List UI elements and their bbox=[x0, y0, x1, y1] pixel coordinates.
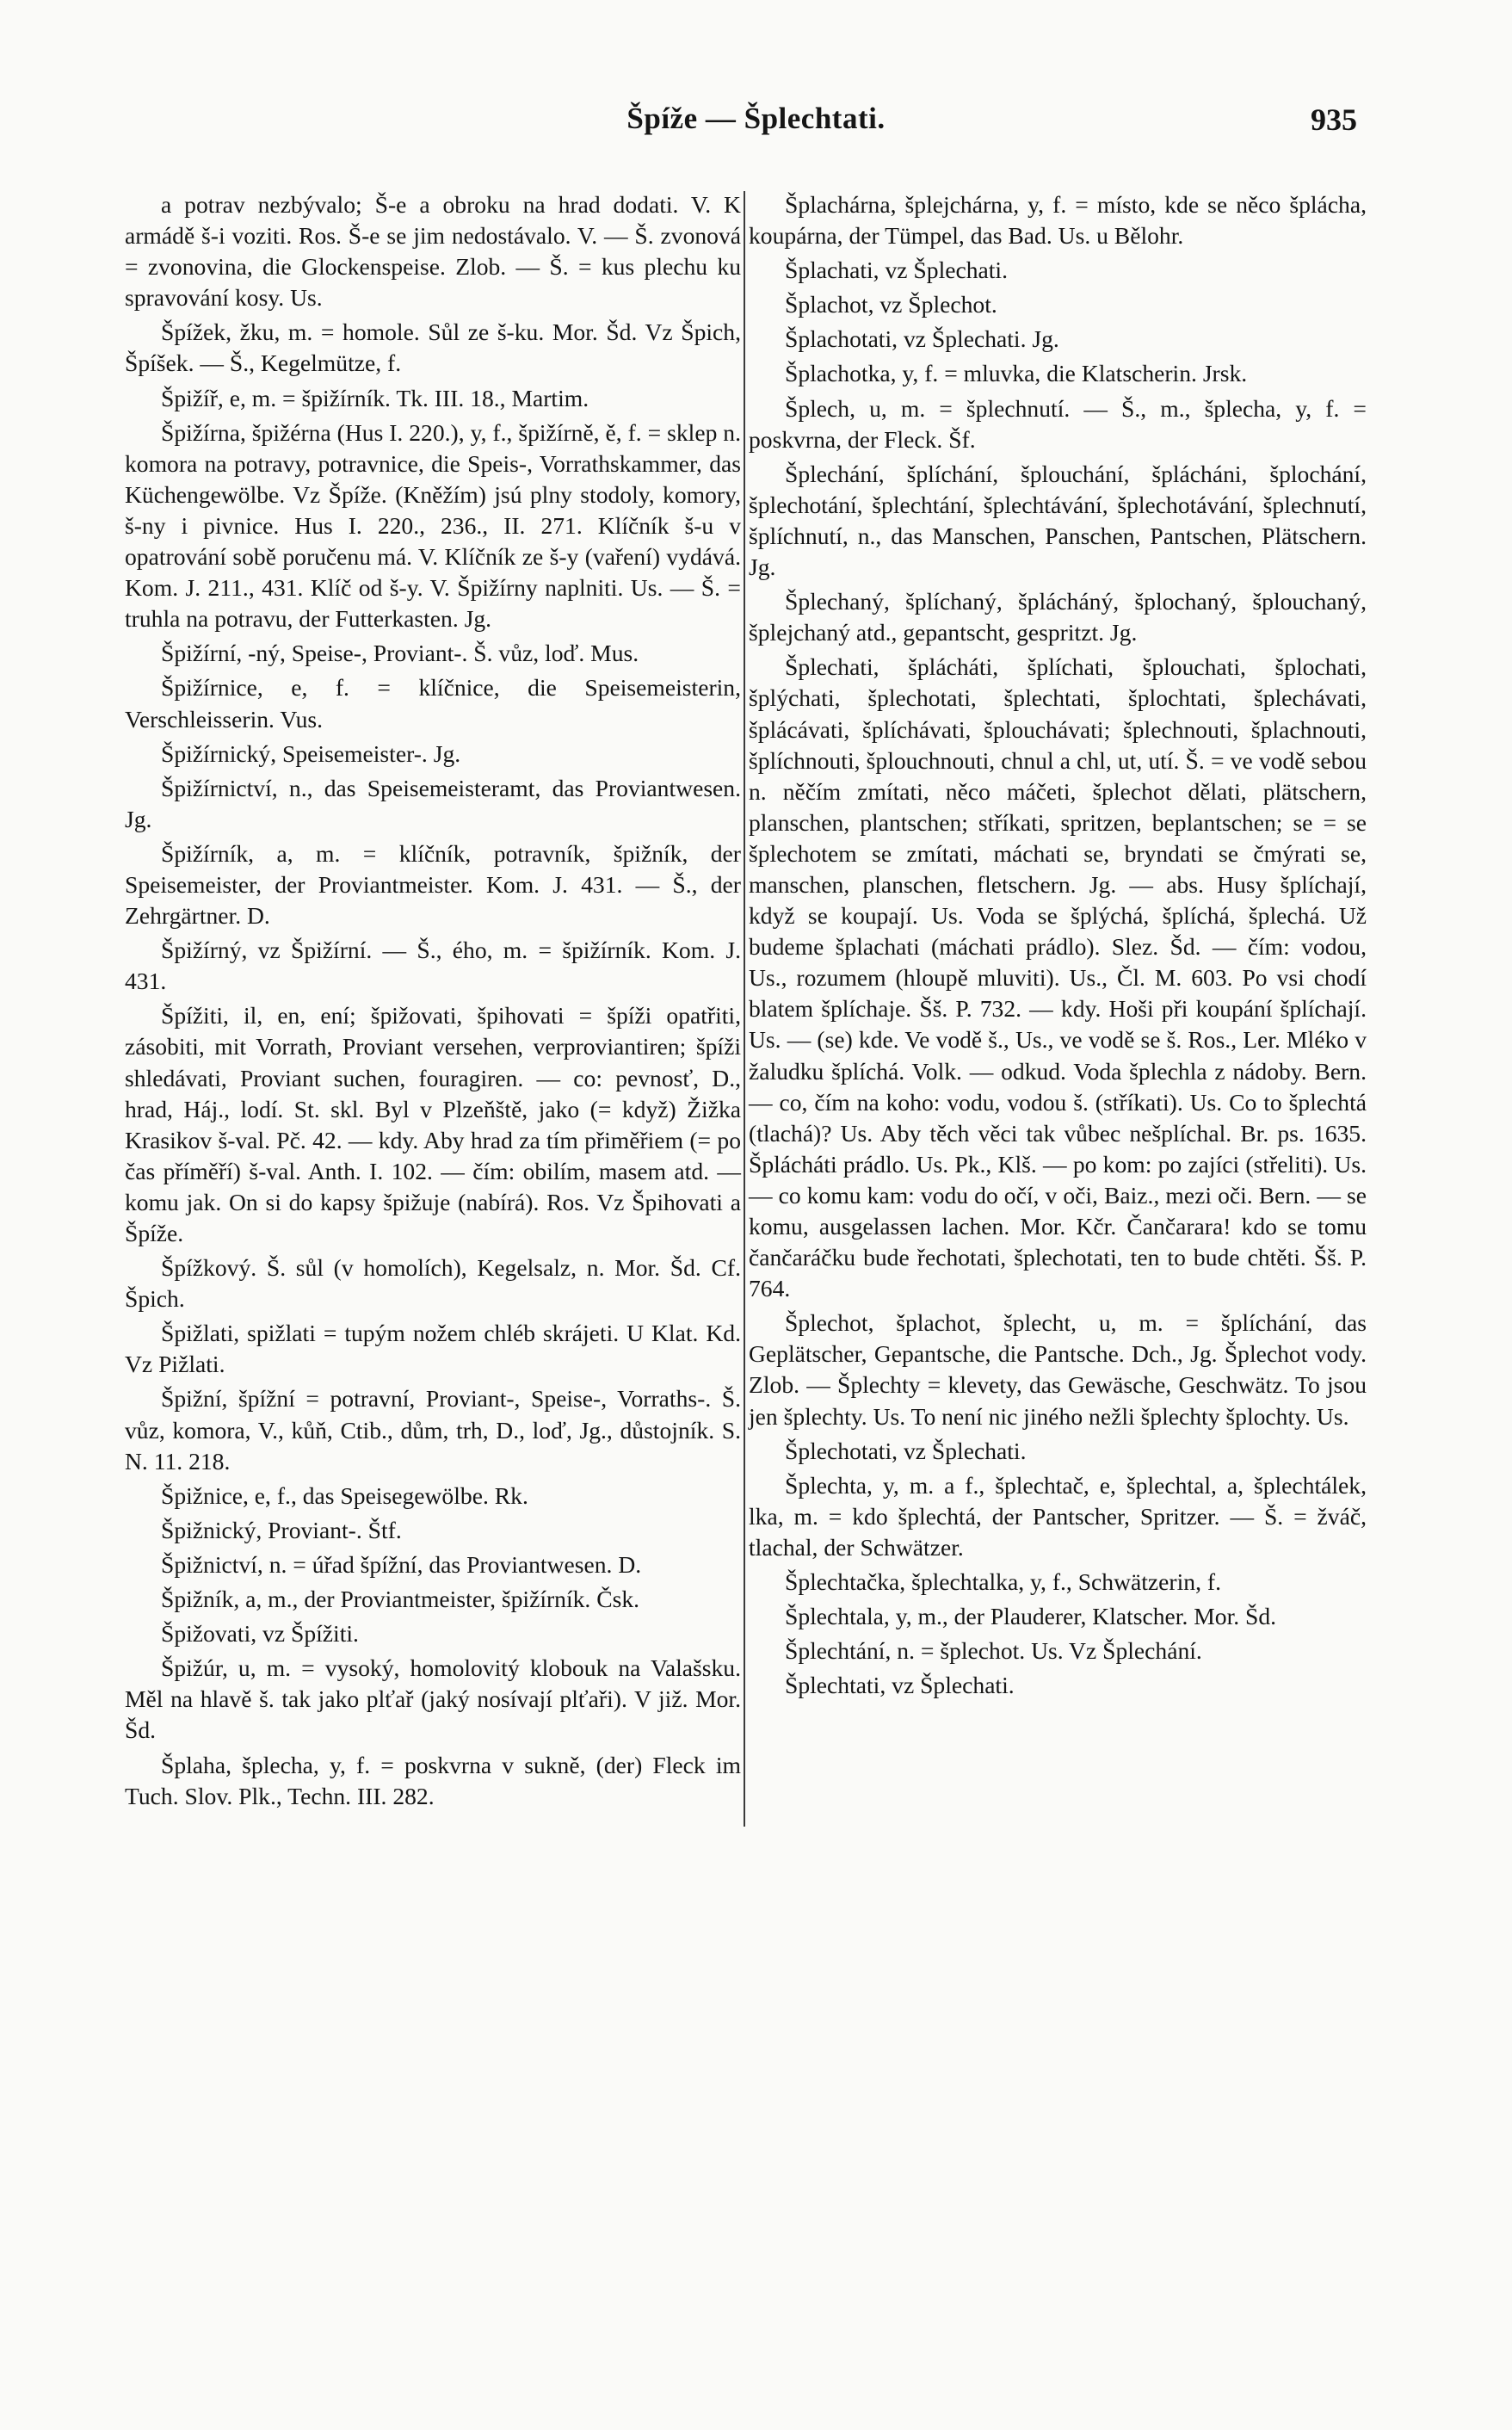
dictionary-entry: Šplaha, šplecha, y, f. = poskvrna v sukně, (der) Fleck im Tuch. Slov. Plk., Techn. III. 282. bbox=[125, 1751, 741, 1809]
dictionary-entry: Špižírný, vz Špižírní. — Š., ého, m. = špižírník. Kom. J. 431. bbox=[125, 937, 741, 995]
dictionary-entry: Šplachotati, vz Šplechati. Jg. bbox=[785, 325, 1059, 353]
running-title: Špíže — Šplechtati. bbox=[626, 102, 886, 135]
dictionary-entry: Špižnictví, n. = úřad špížní, das Proviantwesen. D. bbox=[161, 1550, 642, 1578]
dictionary-entry: Špižovati, vz Špížiti. bbox=[161, 1620, 359, 1648]
dictionary-entry: Šplechtačka, šplechtalka, y, f., Schwätzerin, f. bbox=[785, 1568, 1221, 1596]
dictionary-entry: Špižírnice, e, f. = klíčnice, die Speisemeisterin, Verschleisserin. Vus. bbox=[125, 674, 741, 733]
page-number: 935 bbox=[1311, 102, 1357, 137]
dictionary-entry: Šplechotati, vz Šplechati. bbox=[785, 1437, 1027, 1464]
column-divider bbox=[744, 191, 745, 1827]
dictionary-entry: Špižírní, -ný, Speise-, Proviant-. Š. vůz, loď. Mus. bbox=[161, 640, 639, 667]
dictionary-entry: Špižírník, a, m. = klíčník, potravník, špižník, der Speisemeister, der Proviantmeister. Kom. J. 431. — Š., der Zehrgärtner. D. bbox=[125, 839, 741, 930]
dictionary-entry: Šplechtati, vz Šplechati. bbox=[785, 1672, 1015, 1699]
dictionary-entry: Šplechání, šplíchání, šplouchání, šplácháni, šplochání, šplechotání, šplechtání, šplechtávání, šplechotávání, šplechnutí, šplíchnutí, n., das Manschen, Panschen, Pantschen, Plätschern. Jg. bbox=[749, 460, 1367, 581]
dictionary-entry: Špižúr, u, m. = vysoký, homolovitý klobouk na Valašsku. Měl na hlavě š. tak jako plťař (jaký nosívají plťaři). V již. Mor. Šd. bbox=[125, 1654, 741, 1744]
left-column bbox=[125, 189, 741, 1815]
dictionary-entry: Šplech, u, m. = šplechnutí. — Š., m., šplecha, y, f. = poskvrna, der Fleck. Šf. bbox=[749, 394, 1367, 453]
page-header bbox=[0, 102, 1512, 153]
right-column bbox=[749, 189, 1367, 1704]
dictionary-entry: Špižírna, špižérna (Hus I. 220.), y, f., špižírně, ě, f. = sklep n. komora na potravy, potravnice, die Speis-, Vorrathskammer, das Küchengewölbe. Vz Špíže. (Kněžím) jsú plny stodoly, komory, š-ny i pivnice. Hus I. 220., 236., II. 271. Klíčník š-u v opatrování sobě poručenu má. V. Klíčník ze š-y (vaření) vydává. Kom. J. 211., 431. Klíč od š-y. V. Špižírny naplniti. Us. — Š. = truhla na potravu, der Futterkasten. Jg. bbox=[125, 418, 741, 633]
dictionary-entry: Špižnický, Proviant-. Štf. bbox=[161, 1516, 402, 1543]
dictionary-entry: Špižlati, spižlati = tupým nožem chléb skrájeti. U Klat. Kd. Vz Pižlati. bbox=[125, 1320, 741, 1378]
dictionary-entry: Špížek, žku, m. = homole. Sůl ze š-ku. Mor. Šd. Vz Špich, Špíšek. — Š., Kegelmütze, f. bbox=[125, 318, 741, 377]
dictionary-entry: Šplechot, šplachot, šplecht, u, m. = šplíchání, das Geplätscher, Gepantsche, die Pantsche. Dch., Jg. Šplechot vody. Zlob. — Šplechty = klevety, das Gewäsche, Geschwätz. To jsou jen šplechty. Us. To není nic jiného nežli šplechty šplochty. Us. bbox=[749, 1309, 1367, 1430]
dictionary-entry: Šplechtala, y, m., der Plauderer, Klatscher. Mor. Šd. bbox=[785, 1603, 1277, 1630]
dictionary-entry: Šplachati, vz Šplechati. bbox=[785, 257, 1009, 284]
dictionary-entry: Špižírnictví, n., das Speisemeisteramt, das Proviantwesen. Jg. bbox=[125, 774, 741, 832]
dictionary-entry: Špížiti, il, en, ení; špižovati, špihovati = špíži opatřiti, zásobiti, mit Vorrath, Proviant versehen, verproviantiren; špíži shledávati, Proviant suchen, fouragiren. — co: pevnosť, D., hrad, Háj., lodí. St. skl. Byl v Plzeňště, jako (= když) Žižka Krasikov š-val. Pč. 42. — kdy. Aby hrad za tím přiměřiem (= po čas příměří) š-val. Anth. I. 102. — čím: obilím, masem atd. — komu jak. On si do kapsy špižuje (nabírá). Ros. Vz Špihovati a Špíže. bbox=[125, 1002, 741, 1246]
dictionary-entry: Šplachot, vz Šplechot. bbox=[785, 291, 997, 318]
dictionary-entry: Šplechaný, šplíchaný, šplácháný, šplochaný, šplouchaný, šplejchaný atd., gepantscht, gespritzt. Jg. bbox=[749, 588, 1367, 646]
dictionary-entry: Špižírnický, Speisemeister-. Jg. bbox=[161, 739, 461, 767]
dictionary-entry: Šplechtání, n. = šplechot. Us. Vz Šplechání. bbox=[785, 1637, 1202, 1665]
dictionary-entry: Šplachárna, šplejchárna, y, f. = místo, kde se něco šplácha, koupárna, der Tümpel, das Bad. Us. u Bělohr. bbox=[749, 191, 1367, 250]
dictionary-entry: Špižnice, e, f., das Speisegewölbe. Rk. bbox=[161, 1481, 528, 1509]
dictionary-entry: Šplechati, šplácháti, šplíchati, šplouchati, šplochati, šplýchati, šplechotati, šplechtati, šplochtati, šplechávati, šplácávati, šplíchávati, šplouchávati; šplechnouti, šplachnouti, šplíchnouti, šplouchnouti, chnul a chl, ut, utí. Š. = ve vodě sebou n. něčím zmítati, něco máčeti, šplechot dělati, plätschern, planschen, plantschen; stříkati, spritzen, beplantschen; se = se šplechotem se zmítati, máchati se, bryndati se čmýrati se, manschen, planschen, fletschern. Jg. — abs. Husy šplíchají, když se koupají. Us. Voda se šplýchá, šplíchá, šplechá. Už budeme šplachati (máchati prádlo). Slez. Šd. — čím: vodou, Us., rozumem (hloupě mluviti). Us., Čl. M. 603. Po vsi chodí blatem šplíchaje. Šš. P. 732. — kdy. Hoši při koupání šplíchají. Us. — (se) kde. Ve vodě š., Us., ve vodě se š. Ros., Ler. Mléko v žaludku šplíchá. Volk. — odkud. Voda šplechla z nádoby. Bern. — co, čím na koho: vodu, vodou š. (stříkati). Us. Co to šplechtá (tlachá)? Us. Aby těch věci tak vůbec nešplíchal. Br. ps. 1635. Šplácháti prádlo. Us. Pk., Klš. — po kom: po zajíci (střeliti). Us. — co komu kam: vodu do očí, v oči, Baiz., mezi oči. Bern. — se komu, ausgelassen lachen. Mor. Kčr. Čančarara! kdo se tomu čančaráčku bude řechotati, šplechotati, ten to bude chtěti. Šš. P. 764. bbox=[749, 653, 1367, 1302]
dictionary-entry: Špížkový. Š. sůl (v homolích), Kegelsalz, n. Mor. Šd. Cf. Špich. bbox=[125, 1254, 741, 1313]
dictionary-entry: Šplachotka, y, f. = mluvka, die Klatscherin. Jrsk. bbox=[785, 360, 1248, 387]
dictionary-entry: Špižíř, e, m. = špižírník. Tk. III. 18., Martim. bbox=[161, 384, 589, 411]
dictionary-entry: a potrav nezbývalo; Š-e a obroku na hrad dodati. V. K armádě š-i voziti. Ros. Š-e se jim nedostávalo. V. — Š. zvonová = zvonovina, die Glockenspeise. Zlob. — Š. = kus plechu ku spravování kosy. Us. bbox=[125, 191, 741, 312]
dictionary-entry: Špižník, a, m., der Proviantmeister, špižírník. Čsk. bbox=[161, 1586, 640, 1613]
dictionary-entry: Šplechta, y, m. a f., šplechtač, e, šplechtal, a, šplechtálek, lka, m. = kdo šplechtá, der Pantscher, Spritzer. — Š. = žváč, tlachal, der Schwätzer. bbox=[749, 1471, 1367, 1561]
dictionary-entry: Špižní, špížní = potravní, Proviant-, Speise-, Vorraths-. Š. vůz, komora, V., kůň, Ctib., dům, trh, D., loď, Jg., důstojník. S. N. 11. 218. bbox=[125, 1385, 741, 1475]
